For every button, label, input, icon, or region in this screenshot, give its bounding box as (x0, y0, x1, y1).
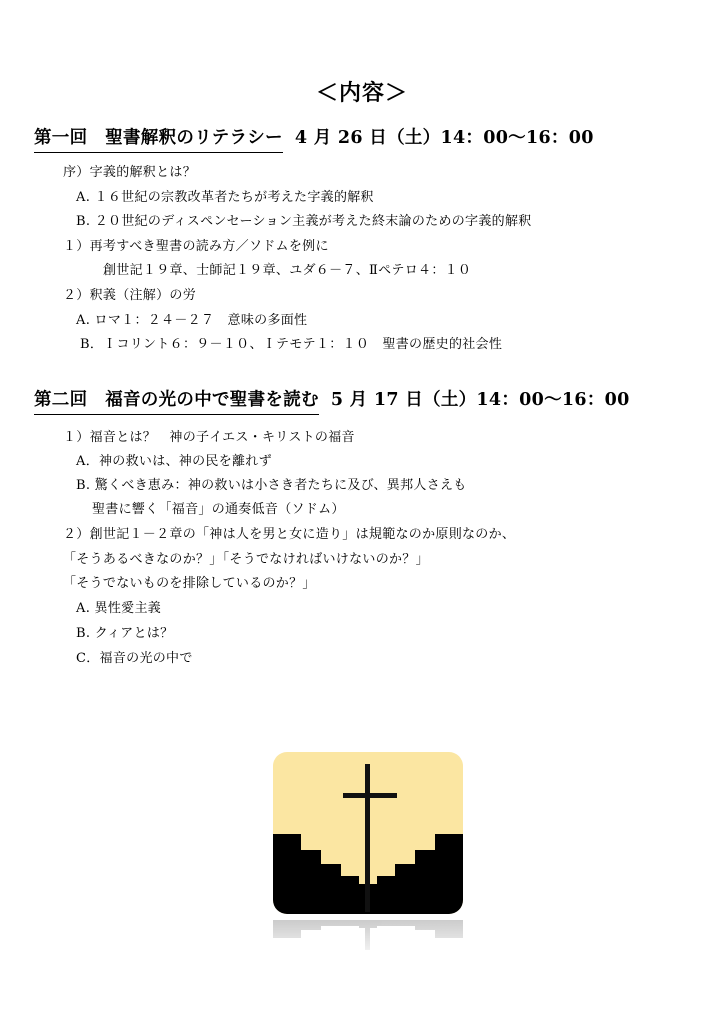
session2-line-2-c: C．福音の光の中で (76, 651, 193, 666)
session2-date: 5 月 17 日（土）14：00〜16：00 (330, 390, 630, 410)
session1-title: 第一回 聖書解釈のリテラシー (34, 128, 283, 153)
session2-title: 第二回 福音の光の中で聖書を読む (34, 390, 319, 415)
session1-line-1: １）再考すべき聖書の読み方／ソドムを例に (63, 239, 329, 254)
session1-line-2-a: A. ロマ１：２４－２７ 意味の多面性 (76, 313, 308, 328)
session1-line-2-b: B．Ｉコリント６：９－１０、Ｉテモテ１：１０ 聖書の歴史的社会性 (80, 337, 503, 352)
session2-line-1: １）福音とは？ 神の子イエス・キリストの福音 (63, 430, 355, 445)
session1-line-intro-b: B. ２０世紀のディスペンセーション主義が考えた終末論のための字義的解釈 (76, 214, 532, 229)
session2-line-2-a: A. 異性愛主義 (76, 601, 162, 616)
session2-heading (34, 386, 630, 411)
session1-heading (34, 124, 594, 149)
session1-date: 4 月 26 日（土）14：00〜16：00 (294, 128, 594, 148)
session1-line-2: ２）釈義（注解）の労 (63, 288, 197, 303)
session2-line-1-b: B. 驚くべき恵み：神の救いは小さき者たちに及び、異邦人さえも (76, 478, 467, 493)
session1-line-1-refs: 創世記１９章、士師記１９章、ユダ６－７、Ⅱペテロ４：１０ (103, 263, 472, 278)
session2-line-1-a: A．神の救いは、神の民を離れず (76, 454, 272, 469)
session1-line-intro-a: A. １６世紀の宗教改革者たちが考えた字義的解釈 (76, 190, 374, 205)
page-title: ＜内容＞ (315, 80, 408, 106)
session2-line-1-b-cont: 聖書に響く「福音」の通奏低音（ソドム） (92, 502, 345, 517)
logo-cross-horizontal (343, 793, 397, 798)
session2-line-2-q1: 「そうあるべきなのか？」「そうでなければいけないのか？」 (63, 552, 429, 567)
session2-line-2-q2: 「そうでないものを排除しているのか？」 (63, 576, 316, 591)
session1-line-intro: 序）字義的解釈とは？ (63, 165, 197, 180)
cross-on-stairs-icon (273, 752, 463, 962)
session2-line-2-b: B. クィアとは？ (76, 626, 174, 641)
logo-cross-vertical (365, 764, 370, 912)
session2-line-2: ２）創世記１－２章の「神は人を男と女に造り」は規範なのか原則なのか、 (63, 527, 516, 542)
